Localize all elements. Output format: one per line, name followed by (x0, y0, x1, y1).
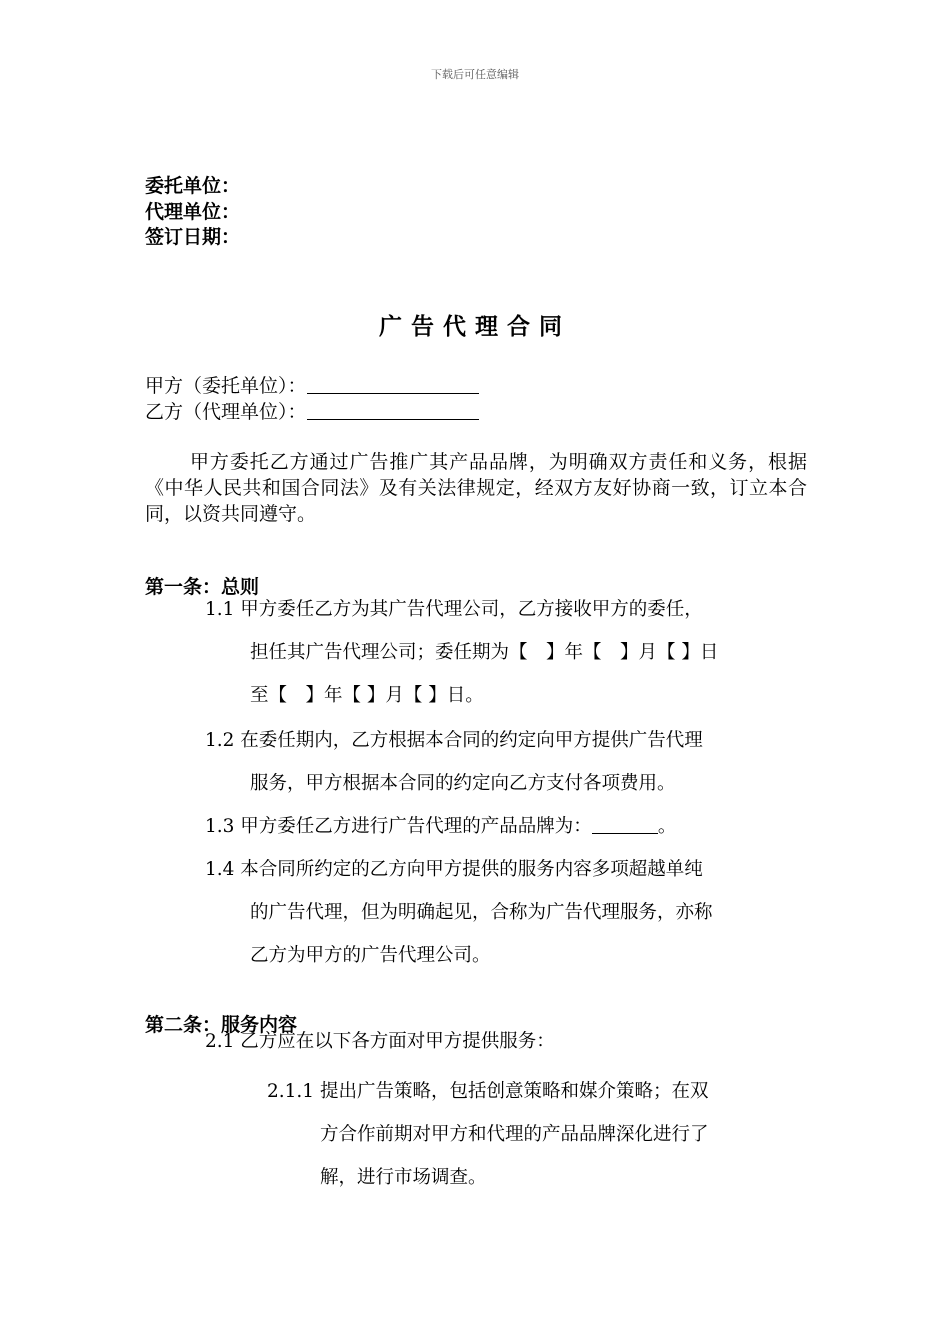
parties-block (145, 374, 479, 425)
meta-block (145, 174, 240, 251)
clause-1-2-line2: 服务，甲方根据本合同的约定向乙方支付各项费用。 (250, 773, 676, 794)
party-a-blank (307, 375, 479, 394)
clause-1-1 (205, 588, 807, 717)
article2-heading: 第二条：服务内容 (145, 1014, 298, 1036)
page-title: 广告代理合同 (379, 314, 571, 340)
watermark-text: 下载后可任意编辑 (431, 68, 519, 81)
clause-1-4-line2: 的广告代理，但为明确起见，合称为广告代理服务，亦称 (250, 902, 713, 923)
clause-1-1-line3: 至【 】年【 】月【 】日。 (250, 685, 484, 706)
clause-2-1-1 (267, 1070, 807, 1199)
clause-1-1-line1: 1.1 甲方委任乙方为其广告代理公司，乙方接收甲方的委任， (205, 599, 703, 620)
clause-1-4-line3: 乙方为甲方的广告代理公司。 (250, 945, 491, 966)
article1-heading: 第一条：总则 (145, 576, 260, 598)
clause-1-1-line2: 担任其广告代理公司；委任期为【 】年【 】月【 】日 (250, 642, 719, 663)
clause-2-1 (205, 1027, 807, 1057)
clause-1-2-line1: 1.2 在委任期内，乙方根据本合同的约定向甲方提供广告代理 (205, 730, 703, 751)
party-a-label: 甲方（委托单位）： (145, 375, 307, 397)
intro-paragraph: 甲方委托乙方通过广告推广其产品品牌，为明确双方责任和义务，根据《中华人民共和国合同法》及有关法律规定，经双方友好协商一致，订立本合同，以资共同遵守。 (145, 451, 807, 525)
clause-1-4-line1: 1.4 本合同所约定的乙方向甲方提供的服务内容多项超越单纯 (205, 859, 703, 880)
clause-1-4 (205, 848, 807, 977)
clause-2-1-1-line2: 方合作前期对甲方和代理的产品品牌深化进行了 (320, 1124, 709, 1145)
client-label: 委托单位： (145, 175, 241, 197)
clause-1-3 (205, 805, 807, 848)
party-a-row (145, 374, 479, 400)
date-label: 签订日期： (145, 226, 241, 248)
brand-blank (592, 817, 658, 834)
clause-1-3-text: 1.3 甲方委任乙方进行广告代理的产品品牌为： (205, 816, 592, 837)
agency-label: 代理单位： (145, 200, 241, 223)
party-b-blank (307, 401, 479, 420)
clause-1-2 (205, 719, 807, 805)
clause-1-3-end: 。 (657, 816, 677, 837)
clause-2-1-text: 2.1 乙方应在以下各方面对甲方提供服务： (205, 1031, 555, 1052)
clause-2-1-1-line3: 解，进行市场调查。 (320, 1167, 487, 1188)
clause-2-1-1-line1: 2.1.1 提出广告策略，包括创意策略和媒介策略；在双 (267, 1081, 709, 1102)
party-b-label: 乙方（代理单位）： (145, 400, 307, 423)
party-b-row (145, 400, 479, 426)
